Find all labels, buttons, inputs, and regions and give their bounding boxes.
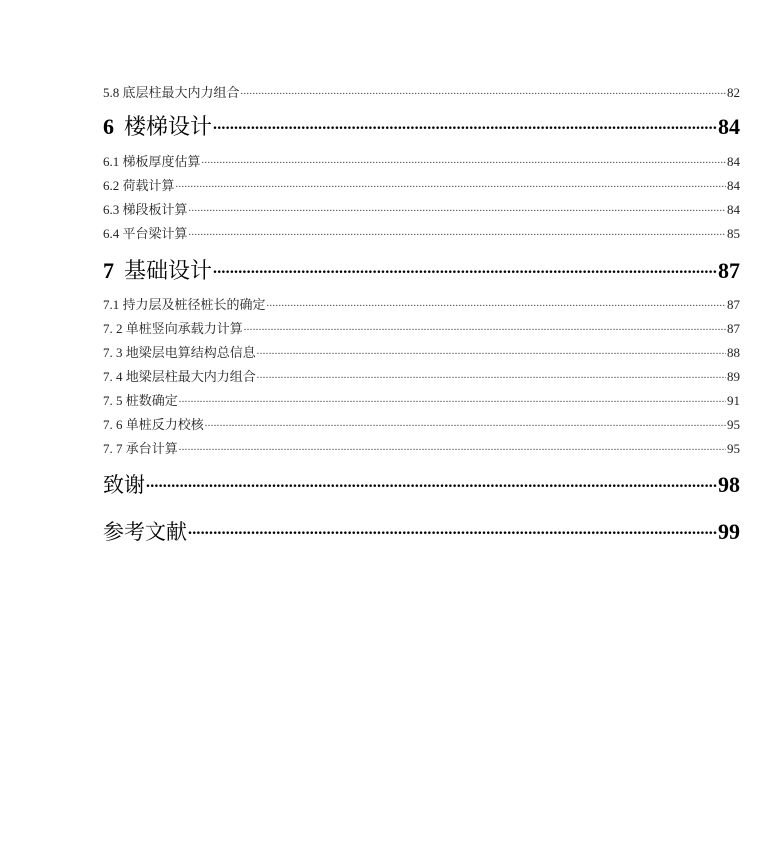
toc-entry-label (103, 151, 201, 170)
dot-leader (241, 85, 726, 97)
toc-entry-label (103, 110, 212, 141)
toc-entry-label (103, 254, 212, 285)
toc-entry-label (103, 438, 178, 457)
toc-entry-title: 平台梁计算 (122, 226, 188, 241)
toc-entry-7-1[interactable] (103, 294, 740, 312)
toc-entry-title: 致谢 (103, 473, 145, 497)
toc-entry-title: 梯段板计算 (122, 202, 188, 217)
dot-leader (202, 154, 726, 166)
dot-leader (213, 114, 717, 134)
toc-entry-title: 底层柱最大内力组合 (122, 85, 240, 100)
toc-entry-number: 6.2 (103, 178, 120, 193)
dot-leader (244, 321, 726, 333)
toc-entry-5-8[interactable] (103, 82, 740, 100)
toc-entry-title: 荷载计算 (122, 178, 175, 193)
toc-entry-number: 7.1 (103, 297, 120, 312)
toc-entry-page: 98 (718, 472, 740, 497)
dot-leader (146, 472, 717, 492)
toc-entry-label (103, 366, 256, 385)
toc-entry-6-2[interactable] (103, 175, 740, 193)
toc-entry-page: 95 (727, 441, 740, 456)
dot-leader (179, 441, 726, 453)
toc-entry-page: 87 (718, 258, 740, 283)
toc-entry-page: 95 (727, 417, 740, 432)
toc-entry-7-7[interactable] (103, 438, 740, 456)
toc-entry-number: 7. 6 (103, 417, 123, 432)
dot-leader (176, 178, 726, 190)
toc-entry-title: 单桩反力校核 (125, 417, 204, 432)
toc-entry-number: 5.8 (103, 85, 120, 100)
toc-entry-number: 7. 2 (103, 321, 123, 336)
dot-leader (257, 345, 726, 357)
toc-entry-page: 87 (727, 297, 740, 312)
toc-acknowledgements[interactable] (103, 469, 740, 497)
toc-entry-number: 6 (103, 114, 114, 139)
toc-entry-page: 82 (727, 85, 740, 100)
toc-entry-number: 7. 3 (103, 345, 123, 360)
toc-entry-title: 持力层及桩径桩长的确定 (122, 297, 266, 312)
toc-entry-page: 84 (727, 154, 740, 169)
toc-chapter-6[interactable] (103, 110, 740, 138)
toc-entry-label (103, 223, 188, 242)
toc-entry-number: 6.1 (103, 154, 120, 169)
toc-entry-title: 桩数确定 (125, 393, 178, 408)
toc-entry-title: 楼梯设计 (124, 114, 213, 139)
toc-entry-label (103, 318, 243, 337)
toc-entry-page: 84 (727, 178, 740, 193)
toc-entry-6-1[interactable] (103, 151, 740, 169)
toc-entry-number: 7 (103, 258, 114, 283)
toc-entry-label (103, 175, 175, 194)
toc-entry-label (103, 199, 188, 218)
toc-entry-7-3[interactable] (103, 342, 740, 360)
toc-entry-page: 91 (727, 393, 740, 408)
toc-entry-label (103, 414, 204, 433)
dot-leader (188, 519, 717, 539)
toc-entry-page: 88 (727, 345, 740, 360)
dot-leader (179, 393, 726, 405)
toc-entry-7-2[interactable] (103, 318, 740, 336)
toc-entry-label (103, 390, 178, 409)
toc-entry-6-3[interactable] (103, 199, 740, 217)
toc-entry-page: 87 (727, 321, 740, 336)
dot-leader (189, 226, 726, 238)
toc-entry-number: 6.3 (103, 202, 120, 217)
toc-chapter-7[interactable] (103, 254, 740, 282)
dot-leader (213, 258, 717, 278)
toc-entry-title: 单桩竖向承载力计算 (125, 321, 243, 336)
toc-entry-title: 参考文献 (103, 520, 187, 544)
toc-entry-title: 地梁层电算结构总信息 (125, 345, 256, 360)
toc-entry-number: 7. 7 (103, 441, 123, 456)
toc-references[interactable] (103, 516, 740, 544)
toc-entry-title: 梯板厚度估算 (122, 154, 201, 169)
toc-entry-page: 84 (718, 114, 740, 139)
dot-leader (205, 417, 726, 429)
dot-leader (257, 369, 726, 381)
toc-entry-number: 7. 5 (103, 393, 123, 408)
toc-entry-number: 7. 4 (103, 369, 123, 384)
toc-entry-6-4[interactable] (103, 223, 740, 241)
toc-entry-7-4[interactable] (103, 366, 740, 384)
toc-entry-7-6[interactable] (103, 414, 740, 432)
toc-entry-title: 地梁层柱最大内力组合 (125, 369, 256, 384)
toc-entry-title: 基础设计 (124, 258, 213, 283)
dot-leader (267, 297, 726, 309)
toc-entry-number: 6.4 (103, 226, 120, 241)
toc-entry-7-5[interactable] (103, 390, 740, 408)
toc-entry-title: 承台计算 (125, 441, 178, 456)
toc-entry-page: 99 (718, 519, 740, 544)
toc-entry-page: 89 (727, 369, 740, 384)
toc-entry-page: 85 (727, 226, 740, 241)
toc-entry-page: 84 (727, 202, 740, 217)
toc-entry-label (103, 294, 266, 313)
dot-leader (189, 202, 726, 214)
toc-entry-label (103, 82, 240, 101)
toc-entry-label (103, 342, 256, 361)
